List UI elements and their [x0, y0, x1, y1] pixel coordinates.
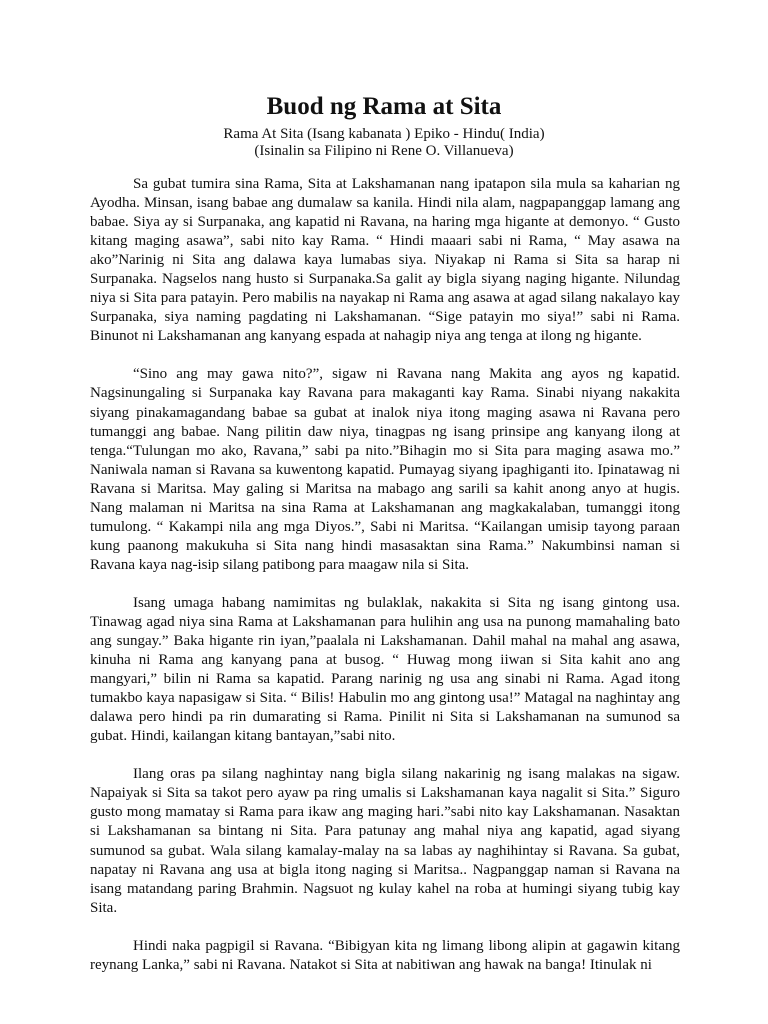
paragraph: Hindi naka pagpigil si Ravana. “Bibigyan kita ng limang libong alipin at gagawin kitang reynang Lanka,” sabi ni Ravana. Natakot si Sita at nabitiwan ang hawak na banga! Itinulak ni	[90, 937, 680, 973]
paragraph: “Sino ang may gawa nito?”, sigaw ni Ravana nang Makita ang ayos ng kapatid. Nagsinungaling si Surpanaka kay Ravana para makaganti kay Rama. Sinabi niyang nakakita siyang pinakamagandang babae sa gubat at inalok niya itong maging asawa ni Ravana pero tumanggi ang babae. Nang pilitin daw niya, tinagpas ng isang prinsipe ang kanyang ilong at tenga.“Tulungan mo ako, Ravana,” sabi pa nito.”Bihagin mo si Sita para maging asawa mo.” Naniwala naman si Ravana sa kuwentong kapatid. Pumayag siyang ipaghiganti ito. Ipinatawag ni Ravana si Maritsa. May galing si Maritsa na mabago ang sarili sa kahit anong anyo at hugis. Nang malaman ni Maritsa na sina Rama at Lakshamanan ang magkakalaban, tumanggi itong tumulong. “ Kakampi nila ang mga Diyos.”, Sabi ni Maritsa. “Kailangan umisip tayong paraan kung paanong makukuha si Sita nang hindi masasaktan sina Rama.” Nakumbinsi naman si Ravana kaya nag-isip silang patibong para maagaw nila si Sita.	[90, 366, 680, 573]
document-title: Buod ng Rama at Sita	[266, 93, 502, 120]
paragraph: Isang umaga habang namimitas ng bulaklak, nakakita si Sita ng isang gintong usa. Tinawag agad niya sina Rama at Lakshamanan para hulihin ang usa na punong mamahaling bato ang sungay.” Baka higante rin iyan,”paalala ni Lakshamanan. Dahil mahal na mahal ang asawa, kinuha ni Rama ang kanyang pana at busog. “ Huwag mong iiwan si Sita kahit ano ang mangyari,” bilin ni Rama sa kapatid. Parang narinig ng usa ang sinabi ni Rama. Agad itong tumakbo kaya napasigaw si Sita. “ Bilis! Habulin mo ang gintong usa!” Matagal na naghintay ang dalawa pero hindi pa rin dumarating si Rama. Pinilit ni Sita si Lakshamanan na sumunod sa gubat. Hindi, kailangan kitang bantayan,”sabi nito.	[90, 594, 680, 745]
paragraph: Sa gubat tumira sina Rama, Sita at Lakshamanan nang ipatapon sila mula sa kaharian ng Ayodha. Minsan, isang babae ang dumalaw sa kanila. Hindi nila alam, nagpapanggap lamang ang babae. Siya ay si Surpanaka, ang kapatid ni Ravana, na haring mga higante at demonyo. “ Gusto kitang maging asawa”, sabi nito kay Rama. “ Hindi maaari sabi ni Rama, “ May asawa na ako”Narinig ni Sita ang dalawa kaya lumabas siya. Niyakap ni Rama si Sita sa harap ni Surpanaka. Nagselos nang husto si Surpanaka.Sa galit ay bigla siyang naging higante. Nilundag niya si Sita para patayin. Pero mabilis na nayakap ni Rama ang asawa at agad silang nakalayo kay Surpanaka, siya naming pagdating ni Lakshamanan. “Sige patayin mo siya!” sabi ni Rama. Binunot ni Lakshamanan ang kanyang espada at nahagip niya ang tenga at ilong ng higante.	[90, 176, 680, 345]
document-body	[90, 175, 680, 994]
translator-credit: (Isinalin sa Filipino ni Rene O. Villanueva)	[254, 143, 514, 159]
paragraph: Ilang oras pa silang naghintay nang bigla silang nakarinig ng isang malakas na sigaw. Napaiyak si Sita sa takot pero ayaw pa ring umalis si Lakshamanan kaya nagalit si Sita.” Siguro gusto mong mamatay si Rama para ikaw ang maging hari.”sabi nito kay Lakshamanan. Nasaktan si Lakshamanan sa bintang ni Sita. Para patunay ang mahal niya ang kapatid, agad siyang sumunod sa gubat. Wala silang kamalay-malay na sa labas ay naghihintay si Ravana. Sa gubat, napatay ni Ravana ang usa at bigla itong naging si Maritsa.. Nagpanggap naman si Ravana na isang matandang paring Brahmin. Nagsuot ng kulay kahel na roba at humingi siyang tubig kay Sita.	[90, 766, 680, 916]
document-subtitle: Rama At Sita (Isang kabanata ) Epiko - Hindu( India)	[223, 126, 545, 142]
